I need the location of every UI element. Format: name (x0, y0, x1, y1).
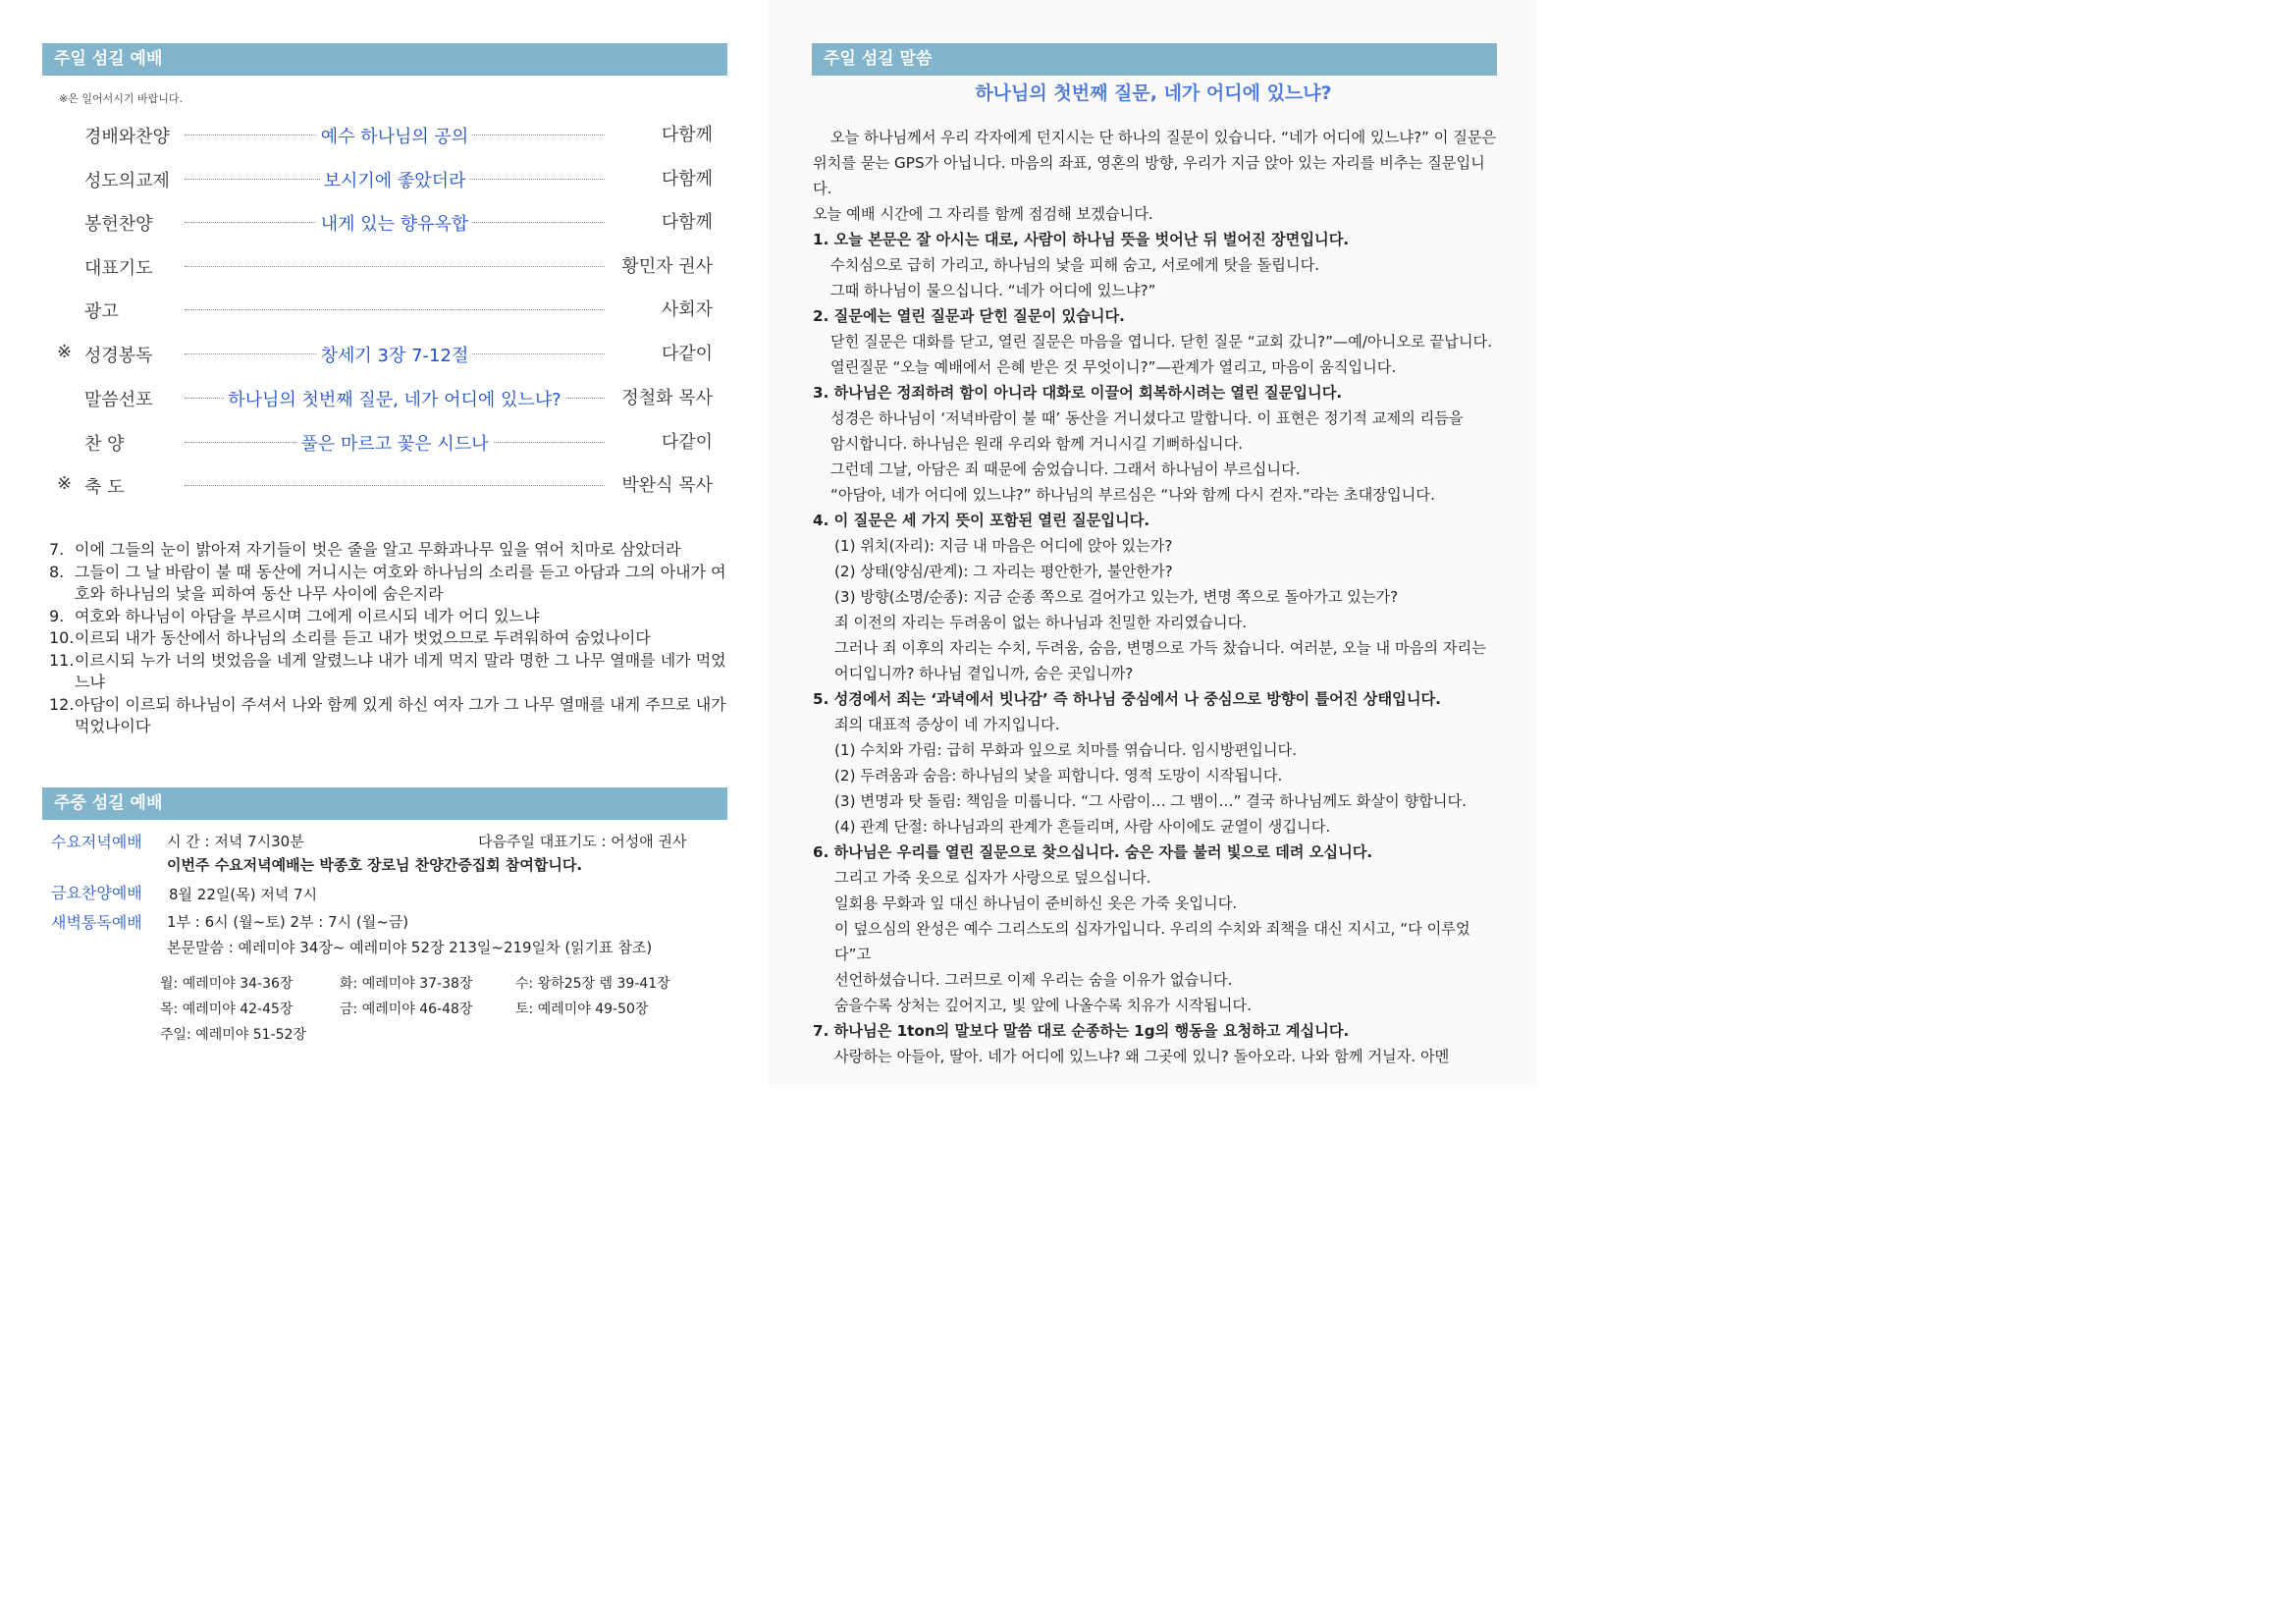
sermon-point-line: 죄의 대표적 증상이 네 가지입니다. (834, 716, 1060, 733)
order-row (57, 252, 713, 280)
order-row (57, 384, 713, 411)
verse-text: 그들이 그 날 바람이 불 때 동산에 거니시는 여호와 하나님의 소리를 듣고 아담과 그의 아내가 여호와 하나님의 낯을 피하여 동산 나무 사이에 숨은지라 (75, 562, 726, 603)
sermon-point-heading: 2. 질문에는 열린 질문과 닫힌 질문이 있습니다. (813, 307, 1125, 325)
verse-text: 이르시되 누가 너의 벗었음을 네게 알렸느냐 내가 네게 먹지 말라 명한 그 나무 열매를 네가 먹었느냐 (75, 650, 726, 691)
verse-number: 8. (49, 562, 65, 581)
leader-dots (185, 309, 605, 310)
order-item-title (185, 386, 605, 411)
sermon-point-line: (2) 상태(양심/관계): 그 자리는 평안한가, 불안한가? (834, 563, 1173, 580)
sermon-point-line: (2) 두려움과 숨음: 하나님의 낯을 피합니다. 영적 도망이 시작됩니다. (834, 767, 1283, 785)
order-item-leader: 다같이 (661, 344, 713, 364)
wednesday-time: 시 간 : 저녁 7시30분 (167, 833, 304, 850)
order-item-name: 말씀선포 (84, 390, 153, 410)
order-item-name: 성도의교제 (84, 171, 170, 191)
sermon-point-line: 암시합니다. 하나님은 원래 우리와 함께 거니시길 기뻐하십니다. (830, 435, 1244, 453)
sermon-point-line: (3) 변명과 탓 돌림: 책임을 미룹니다. “그 사람이… 그 뱀이…” 결국 하나님께도 화살이 향합니다. (834, 792, 1467, 810)
sermon-point-line: 사랑하는 아들아, 딸아. 네가 어디에 있느냐? 왜 그곳에 있니? 돌아오라. 나와 함께 거닐자. 아멘 (834, 1048, 1450, 1065)
order-row (57, 296, 713, 323)
wednesday-label: 수요저녁예배 (51, 833, 142, 851)
order-item-leader: 황민자 권사 (621, 256, 713, 277)
order-item-leader: 정철화 목사 (621, 388, 713, 408)
sermon-point-line: 성경은 하나님이 ‘저녁바람이 불 때’ 동산을 거니셨다고 말합니다. 이 표현은 정기적 교제의 리듬을 (830, 409, 1464, 427)
schedule-entry: 주일: 예레미야 51-52장 (160, 1027, 306, 1043)
sermon-point-line: 닫힌 질문은 대화를 닫고, 열린 질문은 마음을 엽니다. 닫힌 질문 “교회 갔니?”—예/아니오로 끝납니다. (830, 333, 1493, 351)
verse-text: 이르되 내가 동산에서 하나님의 소리를 듣고 내가 벗었으므로 두려워하여 숨었나이다 (75, 628, 651, 647)
schedule-entry: 화: 예레미야 37-38장 (340, 976, 473, 992)
order-item-title-text: 창세기 3장 7-12절 (317, 346, 473, 366)
sermon-point-line: 숨을수록 상처는 깊어지고, 빛 앞에 나올수록 치유가 시작됩니다. (834, 997, 1252, 1014)
sermon-point-line: (3) 방향(소명/순종): 지금 순종 쪽으로 걸어가고 있는가, 변명 쪽으로 돌아가고 있는가? (834, 588, 1399, 606)
sermon-title: 하나님의 첫번째 질문, 네가 어디에 있느냐? (975, 82, 1332, 104)
verse-number: 11. (49, 650, 75, 670)
order-item-title-text: 보시기에 좋았더라 (320, 171, 470, 191)
left-page (0, 0, 769, 1088)
schedule-entry: 목: 예레미야 42-45장 (160, 1001, 294, 1017)
order-item-leader: 박완식 목사 (621, 475, 713, 496)
order-item-title-text: 하나님의 첫번째 질문, 네가 어디에 있느냐? (224, 390, 564, 410)
sermon-point-line: 일회용 무화과 잎 대신 하나님이 준비하신 옷은 가죽 옷입니다. (834, 894, 1238, 912)
order-item-name: 봉헌찬양 (84, 214, 153, 235)
sunday-worship-header: 주일 섬길 예배 (42, 43, 727, 76)
verse-text: 아담이 이르되 하나님이 주셔서 나와 함께 있게 하신 여자 그가 그 나무 열매를 내게 주므로 내가 먹었나이다 (75, 694, 726, 735)
verse-text: 여호와 하나님이 아담을 부르시며 그에게 이르시되 네가 어디 있느냐 (75, 606, 540, 625)
sermon-point-line: (1) 위치(자리): 지금 내 마음은 어디에 앉아 있는가? (834, 537, 1173, 555)
next-prayer: 다음주일 대표기도 : 어성애 권사 (478, 833, 687, 850)
order-item-title-text: 예수 하나님의 공의 (317, 127, 473, 147)
sermon-point-line: 그런데 그날, 아담은 죄 때문에 숨었습니다. 그래서 하나님이 부르십니다. (830, 460, 1301, 478)
order-item-title (185, 430, 605, 456)
sermon-point-line: “아담아, 네가 어디에 있느냐?” 하나님의 부르심은 “나와 함께 다시 걷자.”라는 초대장입니다. (830, 486, 1435, 504)
order-item-title (185, 123, 605, 148)
order-row (57, 428, 713, 456)
sermon-point-line: 어디입니까? 하나님 곁입니까, 숨은 곳입니까? (834, 665, 1134, 682)
sermon-point-line: 그리고 가죽 옷으로 십자가 사랑으로 덮으십니다. (834, 869, 1151, 887)
verse (49, 606, 736, 628)
sermon-point-line: (1) 수치와 가림: 급히 무화과 잎으로 치마를 엮습니다. 임시방편입니다. (834, 741, 1298, 759)
scripture-verses (49, 539, 736, 738)
order-row (57, 165, 713, 192)
verse (49, 562, 736, 606)
sermon-point-heading: 5. 성경에서 죄는 ‘과녁에서 빗나감’ 즉 하나님 중심에서 나 중심으로 방향이 틀어진 상태입니다. (813, 690, 1441, 708)
sermon-point-line: (4) 관계 단절: 하나님과의 관계가 흔들리며, 사람 사이에도 균열이 생깁니다. (834, 818, 1331, 836)
sermon-point-line: 죄 이전의 자리는 두려움이 없는 하나님과 친밀한 자리였습니다. (834, 614, 1248, 631)
sermon-point-heading: 3. 하나님은 정죄하려 함이 아니라 대화로 이끌어 회복하시려는 열린 질문입니다. (813, 384, 1343, 402)
friday-label: 금요찬양예배 (51, 884, 142, 902)
order-item-leader: 다같이 (661, 432, 713, 453)
verse-number: 7. (49, 540, 65, 559)
sermon-point-line: 그때 하나님이 물으십니다. “네가 어디에 있느냐?” (830, 282, 1156, 299)
sermon-point-line: 이 덮으심의 완성은 예수 그리스도의 십자가입니다. 우리의 수치와 죄책을 대신 지시고, “다 이루었다”고 (834, 920, 1470, 963)
sermon-point-heading: 7. 하나님은 1ton의 말보다 말씀 대로 순종하는 1g의 행동을 요청하고 계십니다. (813, 1022, 1350, 1040)
sermon-point-line: 열린질문 “오늘 예배에서 은혜 받은 것 무엇이니?”—관계가 열리고, 마음이 움직입니다. (830, 358, 1397, 376)
order-item-name: 축 도 (84, 477, 125, 498)
sermon-intro-line: 오늘 하나님께서 우리 각자에게 던지시는 단 하나의 질문이 있습니다. “네가 어디에 있느냐?” 이 질문은 (830, 129, 1497, 146)
order-row (57, 208, 713, 236)
verse-number: 12. (49, 694, 75, 714)
verse (49, 627, 736, 650)
schedule-entry: 수: 왕하25장 렘 39-41장 (515, 976, 670, 992)
leader-dots (185, 266, 605, 267)
sermon-point-line: 수치심으로 급히 가리고, 하나님의 낯을 피해 숨고, 서로에게 탓을 돌립니다. (830, 256, 1320, 274)
order-item-leader: 사회자 (661, 299, 713, 320)
order-item-name: 찬 양 (84, 434, 125, 455)
sermon-intro-line: 위치를 묻는 GPS가 아닙니다. 마음의 좌표, 영혼의 방향, 우리가 지금 앉아 있는 자리를 비추는 질문입니다. (813, 154, 1485, 197)
dawn-time: 1부 : 6시 (월~토) 2부 : 7시 (월~금) (167, 913, 409, 931)
wednesday-notice: 이번주 수요저녁예배는 박종호 장로님 찬양간증집회 참여합니다. (167, 856, 583, 874)
order-item-title (185, 167, 605, 192)
leader-dots (185, 485, 605, 486)
order-row (57, 471, 713, 499)
order-item-name: 경배와찬양 (84, 127, 170, 147)
schedule-entry: 월: 예레미야 34-36장 (160, 976, 294, 992)
order-item-title-text: 풀은 마르고 꽃은 시드나 (296, 434, 492, 455)
verse (49, 694, 736, 738)
dawn-reading: 본문말씀 : 예레미야 34장~ 예레미야 52장 213일~219일차 (읽기표 참조) (167, 939, 653, 956)
sermon-point-line: 선언하셨습니다. 그러므로 이제 우리는 숨을 이유가 없습니다. (834, 971, 1233, 989)
order-item-leader: 다함께 (661, 125, 713, 145)
dawn-label: 새벽통독예배 (51, 913, 142, 932)
order-item-leader: 다함께 (661, 212, 713, 233)
order-item-title-text: 내게 있는 향유옥합 (317, 214, 473, 235)
sermon-intro-line: 오늘 예배 시간에 그 자리를 함께 점검해 보겠습니다. (813, 205, 1153, 223)
sermon-point-heading: 6. 하나님은 우리를 열린 질문으로 찾으십니다. 숨은 자를 불러 빛으로 데려 오십니다. (813, 843, 1373, 861)
order-item-name: 대표기도 (84, 258, 153, 279)
friday-time: 8월 22일(목) 저녁 7시 (169, 886, 318, 903)
sermon-body (813, 125, 1500, 1069)
verse-text: 이에 그들의 눈이 밝아져 자기들이 벗은 줄을 알고 무화과나무 잎을 엮어 치마로 삼았더라 (75, 540, 681, 559)
verse-number: 10. (49, 628, 75, 647)
order-item-name: 광고 (84, 301, 119, 322)
verse-number: 9. (49, 606, 65, 625)
order-row (57, 121, 713, 148)
stand-note: ※은 일어서시기 바랍니다. (59, 92, 183, 105)
order-item-title (185, 342, 605, 367)
weekday-worship-header: 주중 섬길 예배 (42, 787, 727, 820)
sermon-point-line: 그러나 죄 이후의 자리는 수치, 두려움, 숨음, 변명으로 가득 찼습니다. 여러분, 오늘 내 마음의 자리는 (834, 639, 1486, 657)
schedule-entry: 금: 예레미야 46-48장 (340, 1001, 473, 1017)
stand-mark: ※ (57, 473, 73, 494)
stand-mark: ※ (57, 342, 73, 362)
verse (49, 539, 736, 562)
order-item-name: 성경봉독 (84, 346, 153, 366)
order-item-title (185, 210, 605, 236)
verse (49, 650, 736, 694)
sermon-point-heading: 4. 이 질문은 세 가지 뜻이 포함된 열린 질문입니다. (813, 512, 1150, 529)
order-item-leader: 다함께 (661, 169, 713, 189)
order-row (57, 340, 713, 367)
sunday-sermon-header: 주일 섬길 말씀 (812, 43, 1497, 76)
sermon-point-heading: 1. 오늘 본문은 잘 아시는 대로, 사람이 하나님 뜻을 벗어난 뒤 벌어진 장면입니다. (813, 231, 1350, 248)
schedule-entry: 토: 예레미야 49-50장 (515, 1001, 649, 1017)
